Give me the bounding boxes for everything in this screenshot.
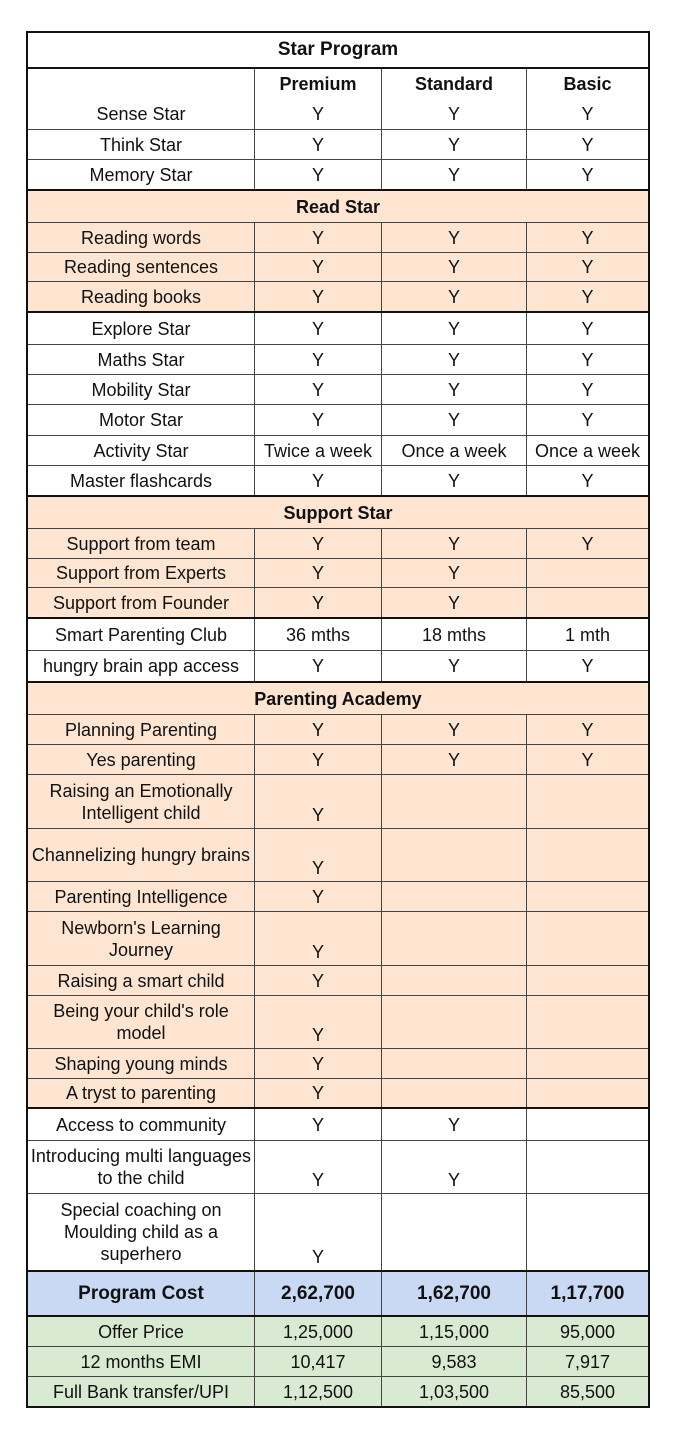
cell-basic: Once a week: [526, 436, 648, 465]
table-row: [28, 129, 648, 159]
cell-premium: Y: [254, 715, 381, 744]
cell-feature: Think Star: [99, 134, 183, 155]
cell-premium: Y: [254, 882, 381, 911]
cell-feature: Reading sentences: [63, 257, 219, 277]
cell-premium: Y: [254, 559, 381, 587]
cell-feature: Special coaching on Moulding child as a superhero: [60, 1200, 222, 1264]
cell-premium: Y: [254, 966, 381, 995]
program-cost-row: [28, 1270, 648, 1315]
cell-premium: Y: [254, 375, 381, 404]
cell-basic: Y: [526, 405, 648, 435]
cell-feature: Support from Founder: [52, 592, 230, 613]
table-row: [28, 587, 648, 617]
table-row: [28, 344, 648, 374]
cell-standard: Y: [381, 588, 526, 617]
cell-premium: 1,25,000: [254, 1317, 381, 1346]
cell-feature: Support from team: [66, 533, 216, 554]
cell-premium: Y: [254, 99, 381, 129]
cell-standard: [381, 1049, 526, 1078]
cell-feature: Raising an Emotionally Intelligent child: [49, 780, 233, 823]
cell-feature: Smart Parenting Club: [54, 624, 228, 645]
cell-basic: Y: [526, 529, 648, 558]
table-row: [28, 1140, 648, 1193]
cell-feature: hungry brain app access: [42, 656, 240, 676]
section-title: Support Star: [283, 502, 393, 523]
cell-standard: Y: [381, 253, 526, 281]
table-row: [28, 1107, 648, 1140]
table-row: [28, 617, 648, 650]
cell-basic: 7,917: [526, 1347, 648, 1376]
table-row: [28, 528, 648, 558]
cell-premium: 2,62,700: [254, 1272, 381, 1315]
cell-standard: Y: [381, 466, 526, 495]
cell-feature: Reading books: [80, 286, 202, 307]
cell-standard: Y: [381, 130, 526, 159]
cell-basic: [526, 1049, 648, 1078]
cell-basic: Y: [526, 651, 648, 681]
cell-basic: Y: [526, 223, 648, 252]
cell-feature: Full Bank transfer/UPI: [52, 1381, 230, 1402]
cell-standard: Y: [381, 715, 526, 744]
cell-basic: Y: [526, 715, 648, 744]
column-header-feature: [28, 69, 254, 99]
cell-basic: Y: [526, 130, 648, 159]
cell-basic: [526, 829, 648, 881]
cell-feature: 12 months EMI: [80, 1351, 202, 1372]
table-row: [28, 1193, 648, 1270]
cell-premium: Y: [254, 313, 381, 344]
cell-standard: Y: [381, 529, 526, 558]
cell-premium: Y: [254, 1194, 381, 1270]
cell-feature: Maths Star: [97, 349, 185, 370]
cell-premium: Y: [254, 466, 381, 495]
cell-premium: Y: [254, 651, 381, 681]
section-header-row: [28, 495, 648, 528]
cell-premium: Y: [254, 253, 381, 281]
cell-premium: Y: [254, 1079, 381, 1107]
cell-standard: 18 mths: [381, 619, 526, 650]
cell-standard: 1,15,000: [381, 1317, 526, 1346]
cell-standard: Y: [381, 1109, 526, 1140]
cell-standard: Y: [381, 375, 526, 404]
cell-basic: [526, 1194, 648, 1270]
cell-basic: [526, 1141, 648, 1193]
cell-feature: Support from Experts: [55, 563, 227, 583]
column-header-standard: Standard: [381, 69, 526, 99]
cell-premium: Y: [254, 1141, 381, 1193]
cell-standard: 1,62,700: [381, 1272, 526, 1315]
cell-standard: Y: [381, 651, 526, 681]
table-row: [28, 281, 648, 311]
cell-basic: [526, 775, 648, 828]
table-row: [28, 465, 648, 495]
cell-basic: 1,17,700: [526, 1272, 648, 1315]
cell-premium: Y: [254, 1049, 381, 1078]
cell-basic: 95,000: [526, 1317, 648, 1346]
cell-premium: Y: [254, 345, 381, 374]
table-body: [28, 99, 648, 1406]
table-row: [28, 435, 648, 465]
table-row: [28, 714, 648, 744]
table-row: [28, 995, 648, 1048]
cell-standard: Y: [381, 313, 526, 344]
table-row: [28, 99, 648, 129]
cell-basic: Y: [526, 466, 648, 495]
cell-feature: Offer Price: [98, 1321, 184, 1342]
cell-premium: Y: [254, 130, 381, 159]
cell-standard: [381, 912, 526, 965]
cell-standard: Y: [381, 405, 526, 435]
cell-feature: Mobility Star: [91, 379, 191, 400]
cell-feature: A tryst to parenting: [65, 1083, 217, 1103]
section-header-row: [28, 681, 648, 714]
cell-premium: Y: [254, 996, 381, 1048]
cell-standard: Y: [381, 745, 526, 774]
table-row: [28, 404, 648, 435]
table-row: [28, 911, 648, 965]
cell-premium: Y: [254, 588, 381, 617]
cell-basic: Y: [526, 375, 648, 404]
cell-premium: Y: [254, 529, 381, 558]
cell-feature: Memory Star: [89, 164, 193, 185]
table-row: [28, 252, 648, 281]
table-row: [28, 1376, 648, 1406]
cell-feature: Motor Star: [98, 410, 184, 430]
cell-standard: [381, 996, 526, 1048]
cell-feature: Activity Star: [93, 440, 189, 461]
cell-premium: Y: [254, 1109, 381, 1140]
cell-standard: Y: [381, 282, 526, 311]
section-header-row: [28, 189, 648, 222]
table-row: [28, 222, 648, 252]
cell-basic: Y: [526, 99, 648, 129]
cell-basic: Y: [526, 253, 648, 281]
cell-basic: Y: [526, 745, 648, 774]
cell-standard: [381, 966, 526, 995]
cell-premium: 10,417: [254, 1347, 381, 1376]
cell-standard: Y: [381, 223, 526, 252]
cell-standard: [381, 1079, 526, 1107]
cell-standard: Y: [381, 160, 526, 189]
table-row: [28, 1048, 648, 1078]
cell-feature: Reading words: [80, 227, 202, 248]
cell-feature: Channelizing hungry brains: [31, 845, 251, 865]
column-header-premium: Premium: [254, 69, 381, 99]
cell-feature: Raising a smart child: [57, 970, 225, 991]
table-row: [28, 881, 648, 911]
table-title: Star Program: [277, 39, 399, 60]
table-row: [28, 744, 648, 774]
section-title: Read Star: [295, 196, 381, 217]
cell-basic: Y: [526, 282, 648, 311]
cell-premium: Y: [254, 160, 381, 189]
cell-standard: [381, 775, 526, 828]
cell-feature: Parenting Intelligence: [54, 886, 228, 907]
star-program-table: [26, 31, 650, 1408]
table-row: [28, 650, 648, 681]
cell-basic: [526, 882, 648, 911]
cell-basic: [526, 1109, 648, 1140]
cell-feature: Yes parenting: [86, 749, 196, 770]
table-row: [28, 1346, 648, 1376]
cell-premium: Y: [254, 745, 381, 774]
cell-premium: Y: [254, 912, 381, 965]
table-row: [28, 965, 648, 995]
cell-premium: Y: [254, 223, 381, 252]
section-title: Parenting Academy: [254, 688, 422, 709]
cell-feature: Planning Parenting: [64, 719, 218, 740]
cell-standard: Y: [381, 99, 526, 129]
cell-basic: Y: [526, 160, 648, 189]
table-row: [28, 828, 648, 881]
table-row: [28, 558, 648, 587]
cell-standard: [381, 882, 526, 911]
table-row: [28, 311, 648, 344]
table-row: [28, 774, 648, 828]
cell-basic: [526, 996, 648, 1048]
table-row: [28, 1078, 648, 1107]
cell-standard: Y: [381, 1141, 526, 1193]
cell-standard: Once a week: [381, 436, 526, 465]
cell-basic: [526, 1079, 648, 1107]
cell-premium: 36 mths: [254, 619, 381, 650]
column-header-basic: Basic: [526, 69, 648, 99]
cell-feature: Access to community: [55, 1114, 227, 1135]
cell-standard: [381, 829, 526, 881]
cell-feature: Being your child's role model: [53, 1001, 229, 1043]
cell-feature: Introducing multi languages to the child: [30, 1146, 252, 1188]
cell-basic: Y: [526, 313, 648, 344]
cell-standard: 9,583: [381, 1347, 526, 1376]
column-header-row: [28, 67, 648, 99]
cell-basic: [526, 912, 648, 965]
cell-feature: Explore Star: [91, 318, 191, 339]
cell-basic: [526, 559, 648, 587]
table-row: [28, 1315, 648, 1346]
cell-basic: [526, 966, 648, 995]
cell-premium: Y: [254, 829, 381, 881]
cell-feature: Program Cost: [78, 1282, 204, 1304]
cell-basic: 85,500: [526, 1377, 648, 1406]
cell-feature: Sense Star: [96, 104, 186, 124]
table-title-row: [28, 33, 648, 67]
cell-premium: Y: [254, 282, 381, 311]
cell-basic: [526, 588, 648, 617]
table-row: [28, 374, 648, 404]
cell-feature: Master flashcards: [69, 470, 213, 491]
cell-standard: [381, 1194, 526, 1270]
cell-feature: Shaping young minds: [54, 1053, 228, 1074]
cell-standard: Y: [381, 345, 526, 374]
cell-basic: Y: [526, 345, 648, 374]
cell-basic: 1 mth: [526, 619, 648, 650]
cell-standard: Y: [381, 559, 526, 587]
cell-premium: 1,12,500: [254, 1377, 381, 1406]
cell-premium: Y: [254, 775, 381, 828]
cell-premium: Y: [254, 405, 381, 435]
table-row: [28, 159, 648, 189]
cell-feature: Newborn's Learning Journey: [61, 917, 221, 960]
cell-standard: 1,03,500: [381, 1377, 526, 1406]
cell-premium: Twice a week: [254, 436, 381, 465]
